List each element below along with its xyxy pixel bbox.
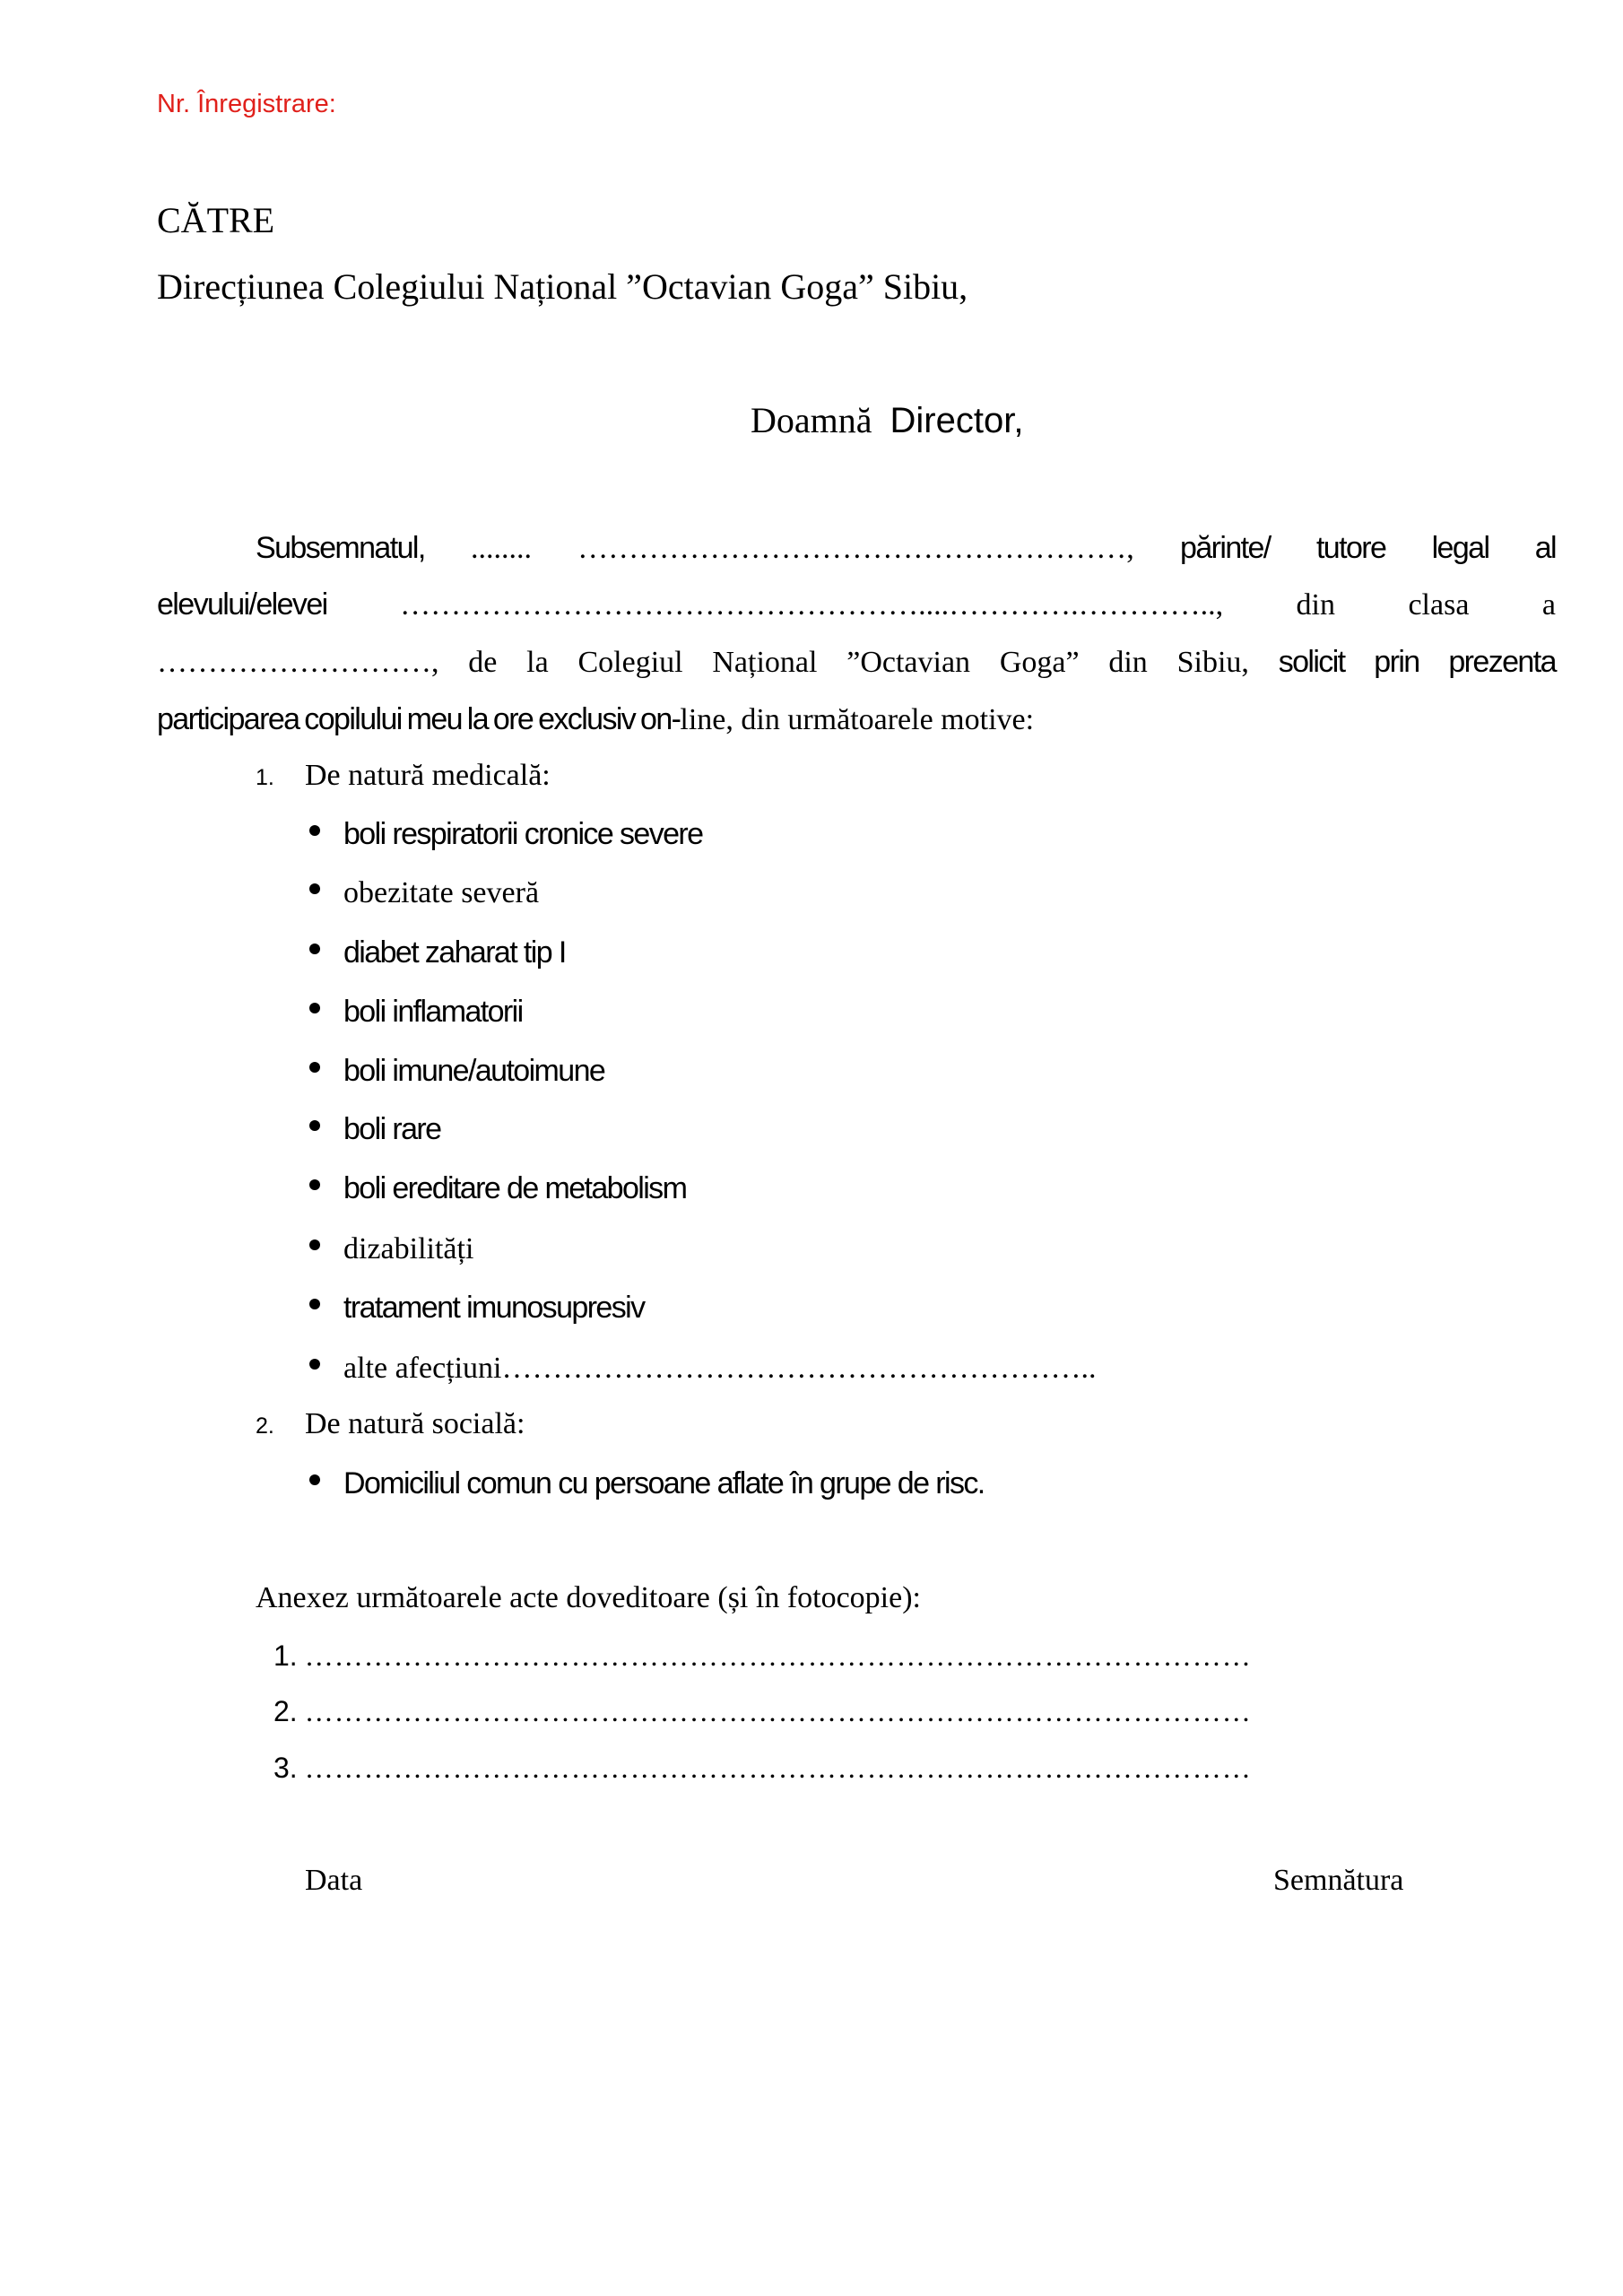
body-word: legal <box>1431 531 1489 565</box>
class-blank[interactable]: ………………………, <box>157 646 439 679</box>
annex-line[interactable] <box>273 1695 1252 1728</box>
reason-category-medical <box>256 759 551 793</box>
body-word: elevului/elevei <box>157 587 327 622</box>
bullet-icon <box>309 1474 320 1485</box>
body-word: de <box>468 646 498 679</box>
body-word: prin <box>1374 645 1419 679</box>
registration-number-label: Nr. Înregistrare: <box>157 90 336 118</box>
body-word: la <box>526 646 549 679</box>
body-word: din <box>1108 646 1148 679</box>
bullet-icon <box>309 1239 320 1250</box>
body-word: Național <box>712 646 818 679</box>
list-item <box>309 1054 604 1089</box>
body-word: al <box>1534 531 1556 565</box>
parent-name-blank[interactable]: ………………………………………………, <box>577 532 1134 565</box>
annex-number: 3. <box>273 1752 298 1784</box>
list-item <box>309 995 523 1030</box>
addressee-to: CĂTRE <box>157 200 275 240</box>
annex-number: 2. <box>273 1695 298 1727</box>
body-text: line, din următoarele motive: <box>680 703 1035 736</box>
list-item-text: tratament imunosupresiv <box>343 1291 645 1325</box>
annex-blank[interactable]: …………………………………………………………………………………… <box>304 1695 1252 1727</box>
list-item <box>309 1466 985 1501</box>
list-item-text: boli rare <box>343 1112 441 1146</box>
list-item <box>309 1171 686 1206</box>
student-name-blank[interactable]: ……………………………………………....………….………….., <box>400 588 1224 622</box>
list-item <box>309 817 702 852</box>
bullet-icon <box>309 944 320 954</box>
list-title: De natură socială: <box>305 1407 525 1440</box>
body-line-4 <box>157 702 1556 737</box>
list-item-text: obezitate severă <box>343 876 540 909</box>
list-number: 1. <box>256 765 274 790</box>
list-item <box>309 1112 440 1147</box>
body-line-1 <box>256 531 1556 566</box>
list-title: De natură medicală: <box>305 759 551 792</box>
body-word: clasa <box>1408 588 1470 622</box>
annex-line[interactable] <box>273 1752 1252 1785</box>
body-text: participarea copilului meu la ore exclusiv on- <box>157 702 681 736</box>
signature-label: Semnătura <box>1273 1864 1404 1897</box>
annex-number: 1. <box>273 1639 298 1672</box>
body-word: solicit <box>1278 645 1345 679</box>
body-word: Goga” <box>999 646 1080 679</box>
bullet-icon <box>309 1359 320 1370</box>
reason-category-social <box>256 1407 525 1441</box>
list-item-text: boli imune/autoimune <box>343 1054 605 1088</box>
body-blank: ........ <box>470 532 532 565</box>
body-word: părinte/ <box>1180 531 1271 565</box>
list-item <box>309 935 566 970</box>
list-item-text: boli inflamatorii <box>343 995 523 1029</box>
bullet-icon <box>309 825 320 836</box>
annex-intro: Anexez următoarele acte doveditoare (și în fotocopie): <box>256 1581 921 1614</box>
list-item <box>309 1232 473 1266</box>
list-item-text: dizabilități <box>343 1232 474 1265</box>
addressee-institution: Direcțiunea Colegiului Național ”Octavian Goga” Sibiu, <box>157 266 968 307</box>
date-label: Data <box>305 1864 363 1897</box>
bullet-icon <box>309 1003 320 1013</box>
body-word: Sibiu, <box>1176 646 1249 679</box>
body-line-2 <box>157 587 1556 622</box>
annex-blank[interactable]: …………………………………………………………………………………… <box>304 1752 1252 1784</box>
annex-blank[interactable]: …………………………………………………………………………………… <box>304 1639 1252 1672</box>
list-item-text: boli ereditare de metabolism <box>343 1171 687 1205</box>
list-item-text[interactable]: alte afecțiuni………………………………………………….. <box>343 1352 1097 1385</box>
list-item-text: Domiciliul comun cu persoane aflate în grupe de risc. <box>343 1466 985 1500</box>
list-item <box>309 876 539 910</box>
bullet-icon <box>309 883 320 894</box>
body-word: Colegiul <box>577 646 683 679</box>
bullet-icon <box>309 1299 320 1309</box>
salutation-word-1: Doamnă <box>751 400 872 440</box>
salutation-word-2: Director, <box>890 401 1024 440</box>
body-word: ”Octavian <box>846 646 971 679</box>
list-item-text: boli respiratorii cronice severe <box>343 817 703 851</box>
bullet-icon <box>309 1179 320 1190</box>
bullet-icon <box>309 1062 320 1073</box>
body-word: tutore <box>1315 531 1386 565</box>
bullet-icon <box>309 1120 320 1131</box>
list-number: 2. <box>256 1413 274 1439</box>
salutation <box>751 399 1023 441</box>
body-line-3 <box>157 645 1556 680</box>
body-word: a <box>1541 588 1556 622</box>
list-item <box>309 1291 644 1326</box>
list-item <box>309 1352 1097 1386</box>
annex-line[interactable] <box>273 1639 1252 1673</box>
body-word: din <box>1296 588 1335 622</box>
body-word: Subsemnatul, <box>256 531 425 565</box>
body-word: prezenta <box>1448 645 1556 679</box>
list-item-text: diabet zaharat tip I <box>343 935 566 970</box>
